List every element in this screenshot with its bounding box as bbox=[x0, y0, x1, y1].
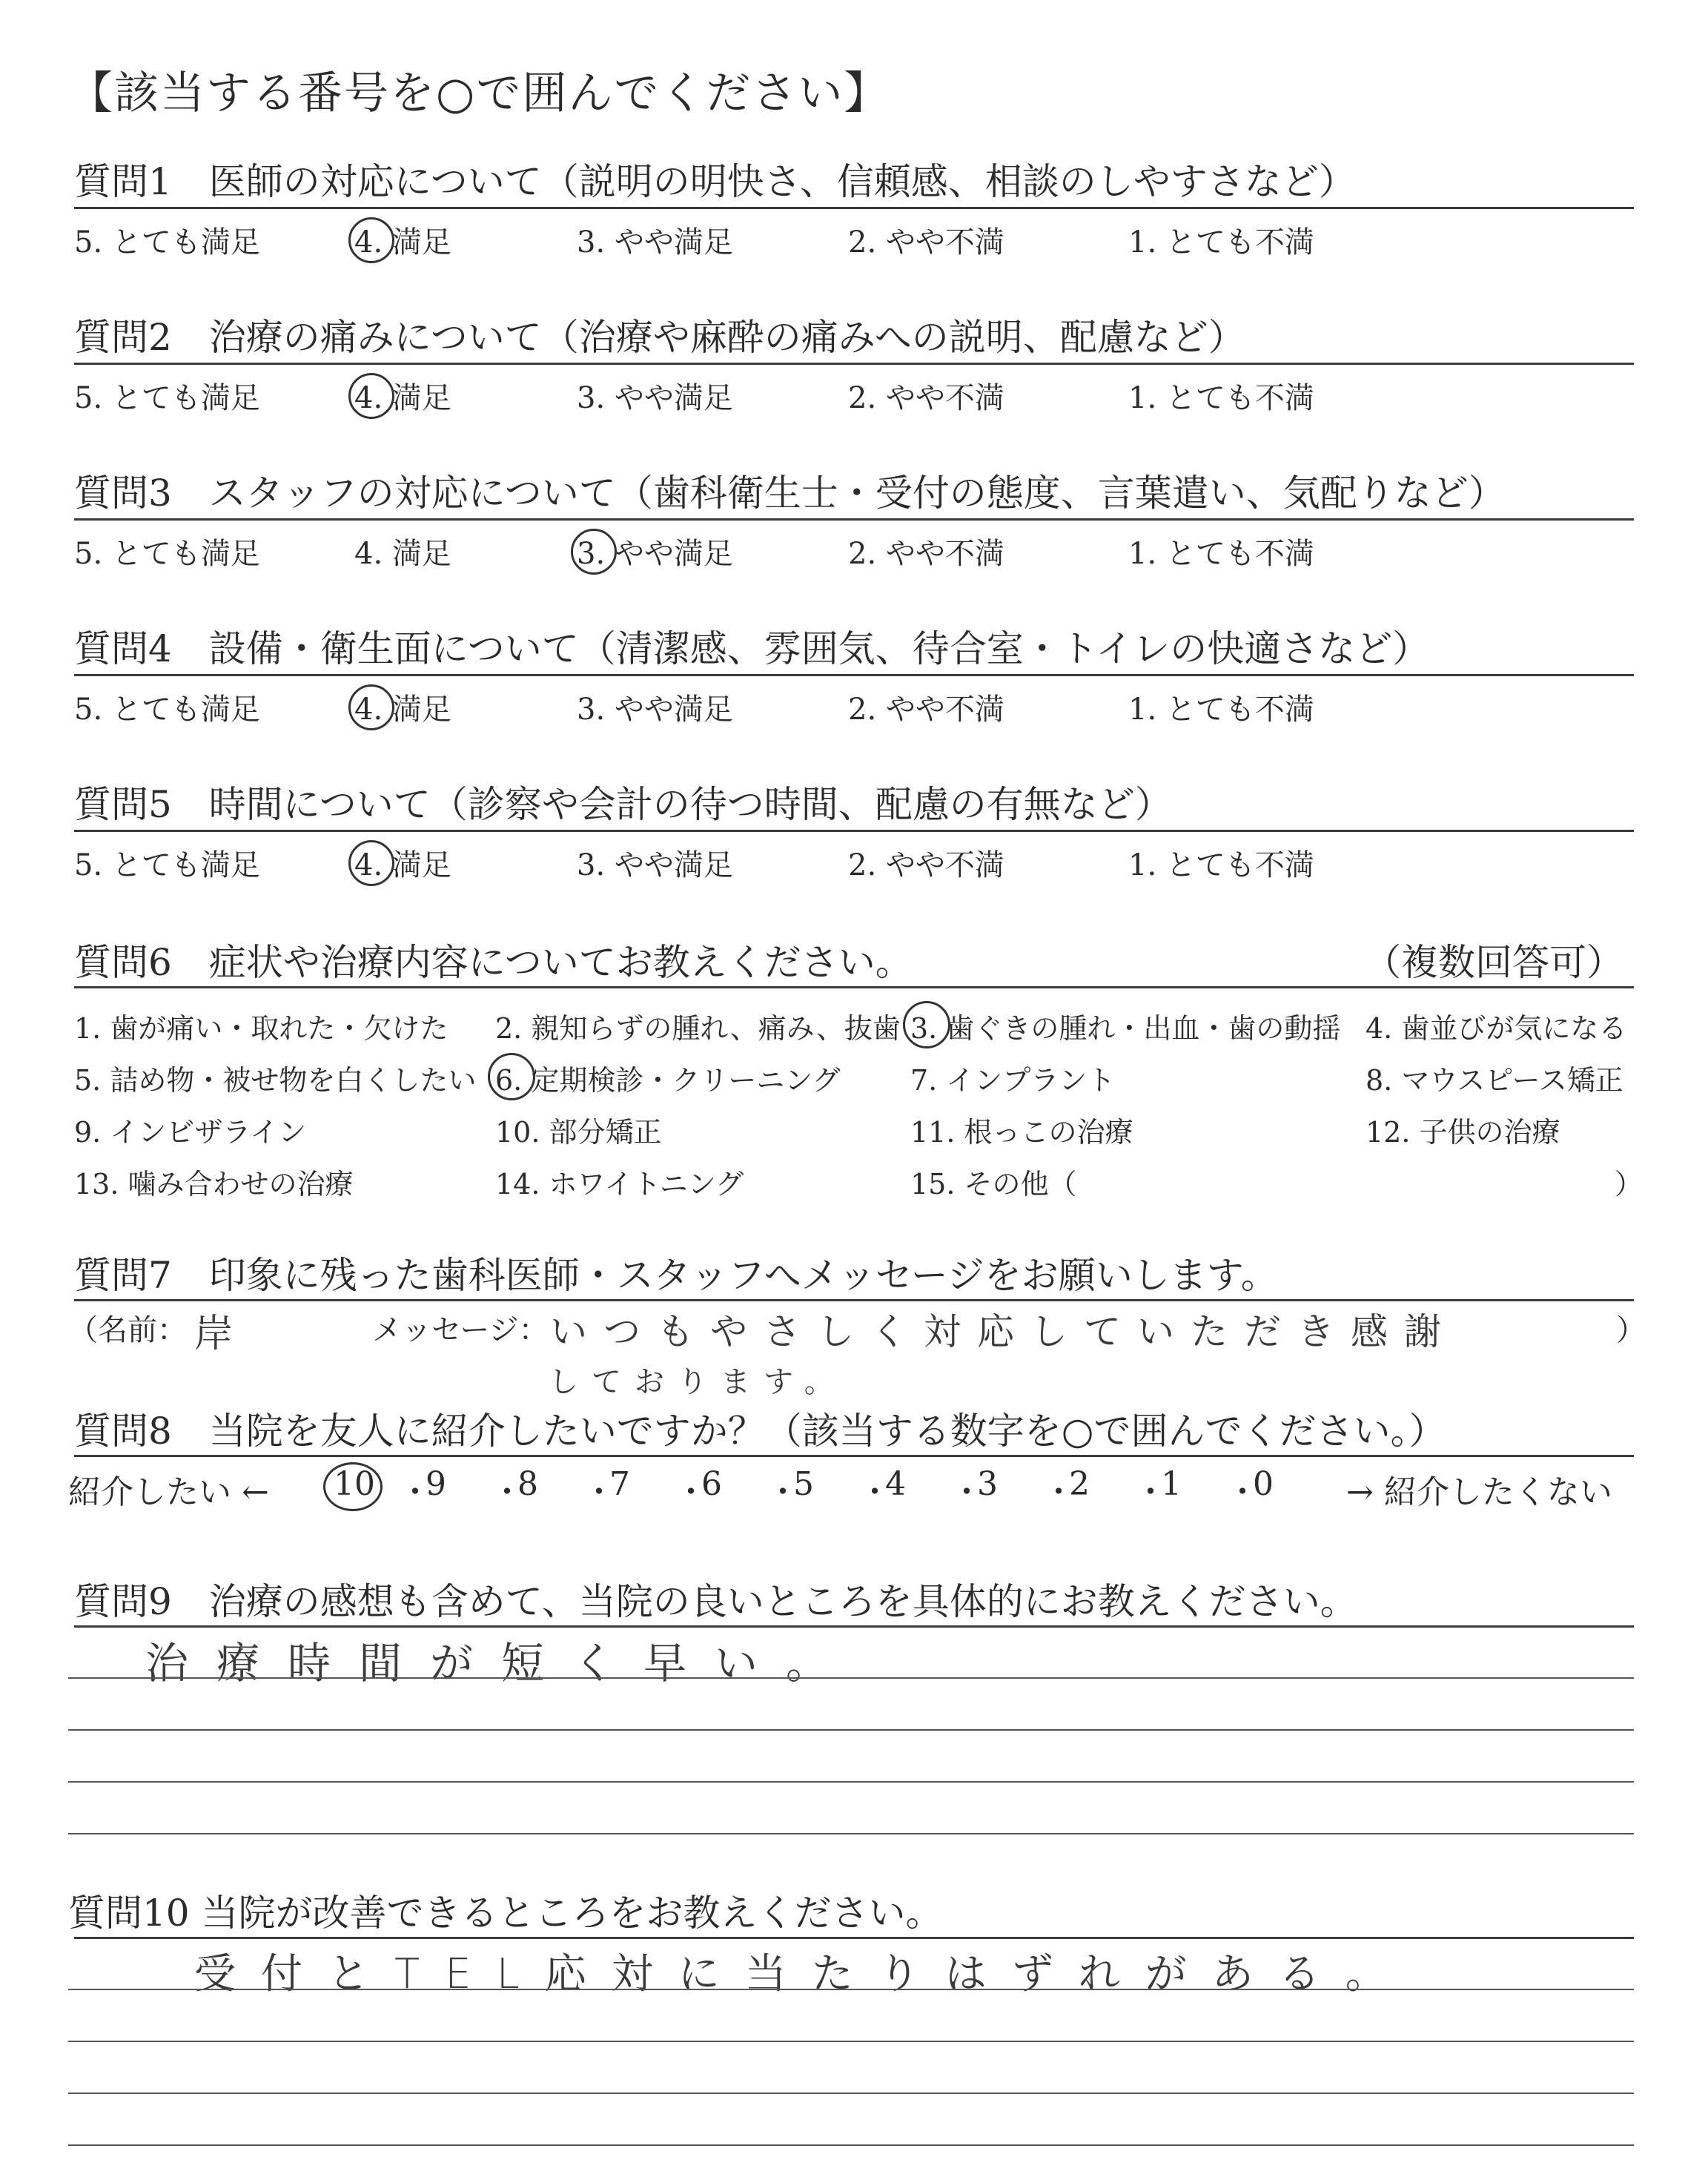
q8-separator: ・ bbox=[767, 1473, 799, 1511]
q2-option-2[interactable]: 2. やや不満 bbox=[848, 381, 1004, 415]
q5-option-4[interactable]: 4. 満足 bbox=[354, 848, 451, 882]
q7-message-line2[interactable]: しております。 bbox=[549, 1365, 847, 1399]
q6-option-10[interactable]: 10. 部分矯正 bbox=[495, 1116, 662, 1149]
q8-left-label: 紹介したい ← bbox=[68, 1473, 269, 1511]
q8-separator: ・ bbox=[675, 1473, 707, 1511]
q8-number-3[interactable]: 3 bbox=[977, 1465, 998, 1503]
q7-message-label: メッセージ： bbox=[372, 1313, 549, 1347]
q6-option-8[interactable]: 8. マウスピース矯正 bbox=[1366, 1064, 1623, 1097]
q3-label: 質問3 スタッフの対応について（歯科衛生士・受付の態度、言葉遣い、気配りなど） bbox=[74, 472, 1506, 515]
q4-option-4[interactable]: 4. 満足 bbox=[354, 693, 451, 727]
q8-separator: ・ bbox=[858, 1473, 891, 1511]
q6-option-3[interactable]: 3. 歯ぐきの腫れ・出血・歯の動揺 bbox=[910, 1012, 1341, 1045]
q5-selection-circle bbox=[348, 840, 394, 886]
q2-rule bbox=[74, 363, 1634, 365]
q6-option-14[interactable]: 14. ホワイトニング bbox=[495, 1168, 744, 1200]
q1-option-2[interactable]: 2. やや不満 bbox=[848, 225, 1004, 260]
q10-rule bbox=[74, 1937, 1634, 1939]
q7-rule bbox=[74, 1299, 1634, 1301]
q10-answer[interactable]: 受付とTEL応対に当たりはずれがある。 bbox=[194, 1950, 1412, 1998]
q5-option-1[interactable]: 1. とても不満 bbox=[1128, 848, 1314, 882]
q6-option-12[interactable]: 12. 子供の治療 bbox=[1366, 1116, 1560, 1149]
q9-rule bbox=[74, 1625, 1634, 1628]
q8-number-7[interactable]: 7 bbox=[609, 1465, 630, 1503]
q6-option-9[interactable]: 9. インビザライン bbox=[74, 1116, 307, 1149]
q8-number-5[interactable]: 5 bbox=[793, 1465, 814, 1503]
q1-label: 質問1 医師の対応について（説明の明快さ、信頼感、相談のしやすさなど） bbox=[74, 160, 1356, 203]
q5-rule bbox=[74, 830, 1634, 832]
q8-separator: ・ bbox=[491, 1473, 523, 1511]
q2-option-5[interactable]: 5. とても満足 bbox=[74, 381, 260, 415]
q10-line bbox=[68, 2144, 1634, 2146]
q4-option-3[interactable]: 3. やや満足 bbox=[577, 693, 733, 727]
q6-option-2[interactable]: 2. 親知らずの腫れ、痛み、抜歯 bbox=[495, 1012, 901, 1045]
q6-option-1[interactable]: 1. 歯が痛い・取れた・欠けた bbox=[74, 1012, 448, 1045]
q1-option-1[interactable]: 1. とても不満 bbox=[1128, 225, 1314, 260]
q8-right-label: → 紹介したくない bbox=[1346, 1473, 1612, 1511]
q10-line bbox=[68, 1989, 1634, 1990]
q9-line bbox=[68, 1677, 1634, 1679]
q6-other-close-paren: ） bbox=[1615, 1168, 1644, 1200]
q8-separator: ・ bbox=[1042, 1473, 1075, 1511]
q6-option-4[interactable]: 4. 歯並びが気になる bbox=[1366, 1012, 1627, 1045]
q10-line bbox=[68, 2041, 1634, 2042]
q4-option-5[interactable]: 5. とても満足 bbox=[74, 693, 260, 727]
q8-number-1[interactable]: 1 bbox=[1161, 1465, 1182, 1503]
q4-option-2[interactable]: 2. やや不満 bbox=[848, 693, 1004, 727]
q5-option-5[interactable]: 5. とても満足 bbox=[74, 848, 260, 882]
q9-label: 質問9 治療の感想も含めて、当院の良いところを具体的にお教えください。 bbox=[74, 1580, 1357, 1623]
q6-note: （複数回答可） bbox=[1364, 941, 1623, 984]
q3-option-4[interactable]: 4. 満足 bbox=[354, 537, 451, 571]
q8-label: 質問8 当院を友人に紹介したいですか？（該当する数字を○で囲んでください。） bbox=[74, 1410, 1446, 1453]
q2-option-4[interactable]: 4. 満足 bbox=[354, 381, 451, 415]
q6-option-13[interactable]: 13. 噛み合わせの治療 bbox=[74, 1168, 354, 1200]
q8-number-9[interactable]: 9 bbox=[426, 1465, 446, 1503]
q5-option-3[interactable]: 3. やや満足 bbox=[577, 848, 733, 882]
q9-line bbox=[68, 1781, 1634, 1783]
q7-name-value[interactable]: 岸 bbox=[194, 1312, 254, 1356]
q8-separator: ・ bbox=[399, 1473, 431, 1511]
q6-selection-circle bbox=[903, 1001, 950, 1048]
q3-rule bbox=[74, 518, 1634, 521]
q6-option-15[interactable]: 15. その他（ bbox=[910, 1168, 1077, 1200]
q8-rule bbox=[74, 1455, 1634, 1457]
q10-line bbox=[68, 2093, 1634, 2094]
q8-number-0[interactable]: 0 bbox=[1253, 1465, 1274, 1503]
q8-selection-circle bbox=[323, 1462, 383, 1511]
q2-option-3[interactable]: 3. やや満足 bbox=[577, 381, 733, 415]
q9-line bbox=[68, 1833, 1634, 1834]
q8-separator: ・ bbox=[950, 1473, 983, 1511]
q8-number-10[interactable]: 10 bbox=[334, 1465, 375, 1503]
q8-number-4[interactable]: 4 bbox=[885, 1465, 906, 1503]
form-title: 【該当する番号を○で囲んでください】 bbox=[68, 67, 890, 119]
q5-label: 質問5 時間について（診察や会計の待つ時間、配慮の有無など） bbox=[74, 783, 1172, 826]
q8-number-6[interactable]: 6 bbox=[701, 1465, 722, 1503]
q3-option-1[interactable]: 1. とても不満 bbox=[1128, 537, 1314, 571]
q4-label: 質問4 設備・衛生面について（清潔感、雰囲気、待合室・トイレの快適さなど） bbox=[74, 627, 1430, 670]
q7-name-label: （名前： bbox=[68, 1313, 187, 1347]
q8-separator: ・ bbox=[1226, 1473, 1259, 1511]
q6-option-7[interactable]: 7. インプラント bbox=[910, 1064, 1116, 1097]
q2-option-1[interactable]: 1. とても不満 bbox=[1128, 381, 1314, 415]
q6-option-5[interactable]: 5. 詰め物・被せ物を白くしたい bbox=[74, 1064, 477, 1097]
q9-answer[interactable]: 治療時間が短く早い。 bbox=[145, 1638, 858, 1688]
q6-option-6[interactable]: 6. 定期検診・クリーニング bbox=[495, 1064, 841, 1097]
q8-number-8[interactable]: 8 bbox=[517, 1465, 538, 1503]
q1-rule bbox=[74, 207, 1634, 209]
q7-close-paren: ） bbox=[1616, 1313, 1646, 1347]
q10-label: 質問10 当院が改善できるところをお教えください。 bbox=[68, 1892, 943, 1935]
q8-separator: ・ bbox=[1134, 1473, 1167, 1511]
q8-separator: ・ bbox=[583, 1473, 615, 1511]
q7-message-line1[interactable]: いつもやさしく対応していただき感謝 bbox=[550, 1310, 1457, 1353]
q1-selection-circle bbox=[348, 217, 394, 263]
q1-option-3[interactable]: 3. やや満足 bbox=[577, 225, 733, 260]
q1-option-4[interactable]: 4. 満足 bbox=[354, 225, 451, 260]
q5-option-2[interactable]: 2. やや不満 bbox=[848, 848, 1004, 882]
q3-option-5[interactable]: 5. とても満足 bbox=[74, 537, 260, 571]
q1-option-5[interactable]: 5. とても満足 bbox=[74, 225, 260, 260]
q7-label: 質問7 印象に残った歯科医師・スタッフへメッセージをお願いします。 bbox=[74, 1254, 1278, 1297]
q4-selection-circle bbox=[348, 684, 394, 730]
q6-option-11[interactable]: 11. 根っこの治療 bbox=[910, 1116, 1133, 1149]
q9-line bbox=[68, 1729, 1634, 1731]
q2-selection-circle bbox=[348, 373, 394, 419]
q3-option-2[interactable]: 2. やや不満 bbox=[848, 537, 1004, 571]
q8-number-2[interactable]: 2 bbox=[1069, 1465, 1090, 1503]
q6-selection-circle bbox=[488, 1053, 535, 1100]
q3-selection-circle bbox=[571, 529, 617, 575]
q6-rule bbox=[74, 986, 1634, 988]
q6-label: 質問6 症状や治療内容についてお教えください。 bbox=[74, 941, 913, 984]
q3-option-3[interactable]: 3. やや満足 bbox=[577, 537, 733, 571]
q4-rule bbox=[74, 674, 1634, 676]
q2-label: 質問2 治療の痛みについて（治療や麻酔の痛みへの説明、配慮など） bbox=[74, 316, 1245, 359]
q4-option-1[interactable]: 1. とても不満 bbox=[1128, 693, 1314, 727]
